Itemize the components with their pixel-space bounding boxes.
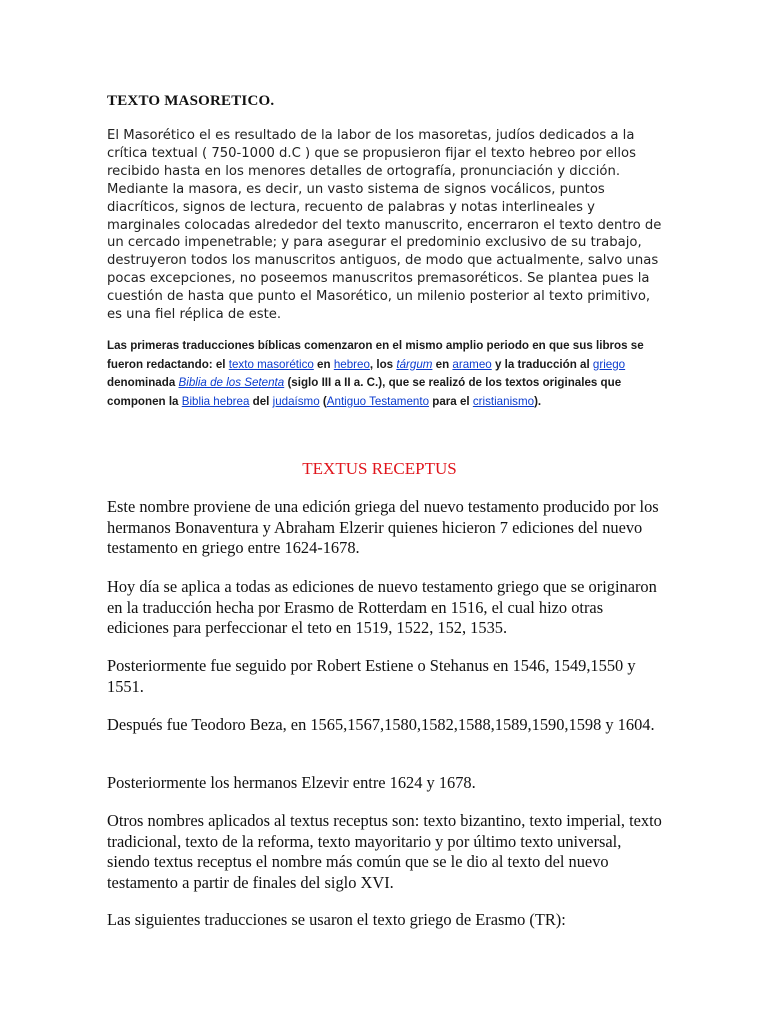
textus-paragraph-erasmo: Hoy día se aplica a todas as ediciones de nuevo testamento griego que se originaron en la traducción hecha por Erasmo de Rotterdam en 1516, el cual hizo otras ediciones para perfeccionar el teto en 1519, 1522, 152, 1535. <box>107 577 657 637</box>
link-texto-masoretico[interactable]: texto masorético <box>228 357 314 371</box>
masoretico-paragraph: El Masorético el es resultado de la labor de los masoretas, judíos dedicados a la crítica textual ( 750-1000 d.C ) que se propusieron fijar el texto hebreo por ellos recibido hasta en los menores detalles de ortografía, pronunciación y dicción. Mediante la masora, es decir, un vasto sistema de signos vocálicos, puntos diacríticos, signos de lectura, recuento de palabras y notas interlineales y marginales colocadas alrededor del texto manuscrito, encerraron el texto dentro de un cercado impenetrable; y para asegurar el predominio exclusivo de su trabajo, destruyeron todos los manuscritos antiguos, de modo que actualmente, salvo unas pocas excepciones, no poseemos manuscritos premasoréticos. Se plantea pues la cuestión de hasta que punto el Masorético, un milenio posterior al texto primitivo, es una fiel réplica de este. <box>107 128 662 323</box>
link-arameo[interactable]: arameo <box>452 357 492 371</box>
section-title-textus-receptus: TEXTUS RECEPTUS <box>302 459 457 478</box>
wiki-text: ). <box>534 394 542 408</box>
wiki-text: denominada <box>107 376 179 389</box>
wiki-text: ( <box>319 394 327 408</box>
link-antiguo-testamento[interactable]: Antiguo Testamento <box>326 394 430 408</box>
wiki-text: para el <box>429 394 473 408</box>
wiki-text: del <box>249 394 273 408</box>
textus-paragraph-traducciones: Las siguientes traducciones se usaron el texto griego de Erasmo (TR): <box>107 910 566 929</box>
wiki-text: en <box>432 357 453 371</box>
link-biblia-de-los-setenta[interactable]: Biblia de los Setenta <box>178 376 285 389</box>
wiki-text: en <box>313 357 334 371</box>
link-biblia-hebrea[interactable]: Biblia hebrea <box>181 394 250 408</box>
wiki-excerpt-paragraph <box>107 337 667 411</box>
link-griego[interactable]: griego <box>592 357 626 371</box>
textus-paragraph-origin: Este nombre proviene de una edición griega del nuevo testamento producido por los hermanos Bonaventura y Abraham Elzerir quienes hicieron 7 ediciones del nuevo testamento en griego entre 1624-1678. <box>107 497 659 557</box>
section-title-texto-masoretico: TEXTO MASORETICO. <box>107 93 275 109</box>
link-hebreo[interactable]: hebreo <box>333 357 370 371</box>
wiki-text: Las primeras traducciones bíblicas comenzaron en el mismo amplio periodo en que sus libros se fueron redactando: el <box>107 339 644 371</box>
textus-paragraph-beza: Después fue Teodoro Beza, en 1565,1567,1580,1582,1588,1589,1590,1598 y 1604. <box>107 715 655 734</box>
link-cristianismo[interactable]: cristianismo <box>472 394 535 408</box>
textus-paragraph-otros-nombres: Otros nombres aplicados al textus receptus son: texto bizantino, texto imperial, texto tradicional, texto de la reforma, texto mayoritario y por último texto universal, siendo textus receptus el nombre más común que se le dio al texto del nuevo testamento a partir de finales del siglo XVI. <box>107 811 662 892</box>
link-judaismo[interactable]: judaísmo <box>272 394 320 408</box>
textus-paragraph-elzevir: Posteriormente los hermanos Elzevir entre 1624 y 1678. <box>107 773 476 792</box>
wiki-text: (siglo III a II a. C.), que se realizó de los textos originales que componen la <box>107 376 622 408</box>
textus-paragraph-estiene: Posteriormente fue seguido por Robert Estiene o Stehanus en 1546, 1549,1550 y 1551. <box>107 656 636 696</box>
wiki-text: y la traducción al <box>491 357 593 371</box>
wiki-text: , los <box>369 357 397 371</box>
link-targum[interactable]: tárgum <box>396 357 433 371</box>
